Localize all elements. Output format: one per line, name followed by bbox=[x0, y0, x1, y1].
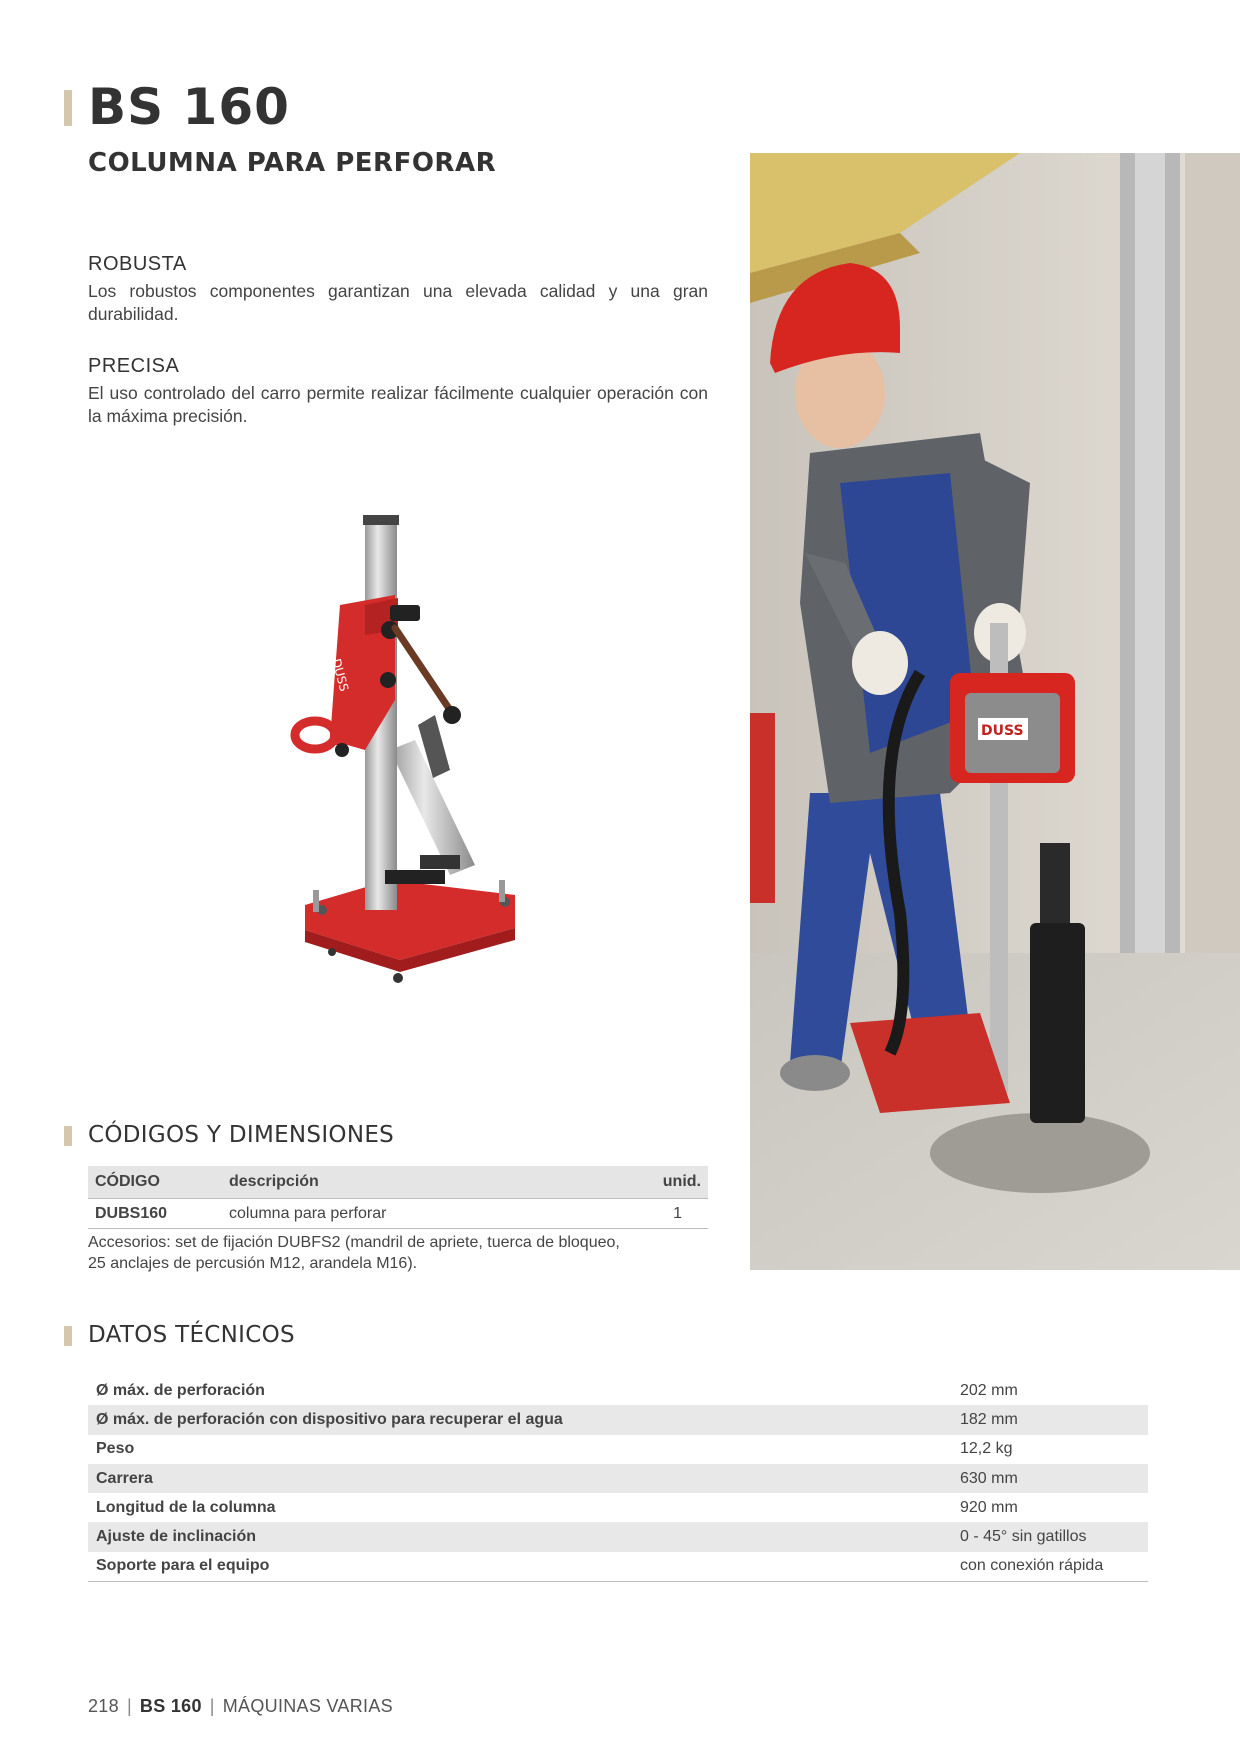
cell-unit: 1 bbox=[634, 1199, 708, 1229]
footer-separator: | bbox=[209, 1696, 215, 1716]
cell-code: DUBS160 bbox=[88, 1199, 222, 1229]
specs-table bbox=[88, 1376, 1148, 1582]
brand-label: DUSS bbox=[329, 657, 352, 693]
footer-product: BS 160 bbox=[139, 1696, 202, 1716]
spec-value: 920 mm bbox=[960, 1498, 1018, 1516]
accessories-note bbox=[88, 1232, 688, 1274]
page-footer bbox=[88, 1696, 393, 1717]
spec-value: 630 mm bbox=[952, 1464, 1148, 1493]
feature-precisa bbox=[88, 355, 708, 428]
title-accent-bar bbox=[64, 90, 72, 126]
spec-value: 202 mm bbox=[960, 1381, 1018, 1399]
spec-label: Soporte para el equipo bbox=[88, 1552, 952, 1582]
table-row bbox=[88, 1376, 1148, 1405]
accessories-line-2: 25 anclajes de percusión M12, arandela M16). bbox=[88, 1255, 418, 1272]
specs-section-accent bbox=[64, 1326, 72, 1346]
table-row bbox=[88, 1522, 1148, 1551]
spec-label: Ajuste de inclinación bbox=[88, 1522, 952, 1551]
codes-header-row bbox=[88, 1166, 708, 1199]
codes-table bbox=[88, 1166, 708, 1229]
table-row bbox=[88, 1552, 1148, 1582]
header-descripcion: descripción bbox=[222, 1166, 634, 1199]
worker-drilling-photo bbox=[750, 153, 1240, 1270]
drill-stand-product-image bbox=[270, 510, 570, 990]
header-unid: unid. bbox=[634, 1166, 708, 1199]
feature-heading: ROBUSTA bbox=[88, 253, 187, 275]
codes-section-accent bbox=[64, 1126, 72, 1146]
spec-value: 12,2 kg bbox=[960, 1440, 1013, 1458]
feature-heading: PRECISA bbox=[88, 355, 180, 377]
specs-section-title: DATOS TÉCNICOS bbox=[88, 1322, 295, 1348]
spec-label: Longitud de la columna bbox=[96, 1498, 276, 1516]
spec-value: 0 - 45° sin gatillos bbox=[952, 1522, 1148, 1551]
cell-description: columna para perforar bbox=[222, 1199, 634, 1229]
table-row bbox=[88, 1405, 1148, 1434]
table-row bbox=[88, 1493, 1148, 1522]
feature-text: Los robustos componentes garantizan una elevada calidad y una gran durabilidad. bbox=[88, 281, 708, 324]
table-row bbox=[88, 1199, 708, 1229]
header-codigo: CÓDIGO bbox=[88, 1166, 222, 1199]
spec-label: Carrera bbox=[88, 1464, 952, 1493]
spec-label: Ø máx. de perforación bbox=[96, 1381, 265, 1399]
footer-separator: | bbox=[126, 1696, 132, 1716]
page-number: 218 bbox=[88, 1696, 119, 1716]
page-title: BS 160 bbox=[88, 78, 290, 136]
feature-robusta bbox=[88, 253, 708, 326]
spec-value: 182 mm bbox=[952, 1405, 1148, 1434]
spec-label: Peso bbox=[96, 1440, 135, 1458]
codes-section-title: CÓDIGOS Y DIMENSIONES bbox=[88, 1122, 395, 1148]
feature-text: El uso controlado del carro permite realizar fácilmente cualquier operación con la máxima precisión. bbox=[88, 383, 708, 426]
table-row bbox=[88, 1435, 1148, 1464]
spec-value: con conexión rápida bbox=[952, 1552, 1148, 1582]
footer-section: MÁQUINAS VARIAS bbox=[222, 1696, 393, 1716]
accessories-line-1: Accesorios: set de fijación DUBFS2 (mandril de apriete, tuerca de bloqueo, bbox=[88, 1234, 620, 1251]
spec-label: Ø máx. de perforación con dispositivo para recuperar el agua bbox=[88, 1405, 952, 1434]
page-subtitle: COLUMNA PARA PERFORAR bbox=[88, 148, 497, 178]
photo-brand-label: DUSS bbox=[981, 723, 1024, 739]
table-row bbox=[88, 1464, 1148, 1493]
